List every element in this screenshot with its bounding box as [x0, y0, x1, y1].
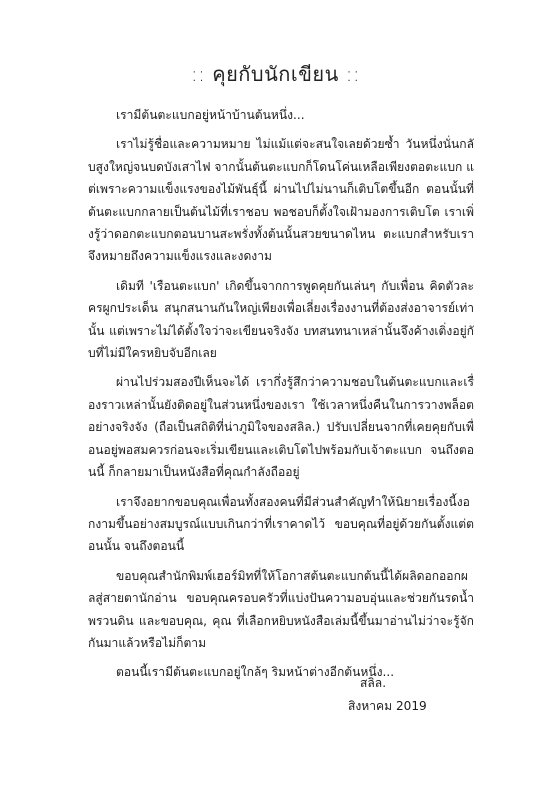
signature-block — [320, 672, 470, 718]
signature-date: สิงหาคม 2019 — [348, 699, 427, 713]
paragraph: เรามีต้นตะแบกอยู่หน้าบ้านต้นหนึ่ง... — [116, 108, 305, 122]
paragraph: ขอบคุณสำนักพิมพ์เฮอร์มิทที่ให้โอกาสต้นตะแบกต้นนี้ได้ผลิดอกออกผลสู่สายตานักอ่าน ขอบคุณครอบครัวที่แบ่งปันความอบอุ่นและช่วยกันรดน้ำพรวนดิน และขอบคุณ, คุณ ที่เลือกหยิบหนังสือเล่มนี้ขึ้นมาอ่านไม่ว่าจะรู้จักกันมาแล้วหรือไม่ก็ตาม — [88, 568, 474, 650]
paragraph: เราจึงอยากขอบคุณเพื่อนทั้งสองคนที่มีส่วนสำคัญทำให้นิยายเรื่องนี้งอกงามขึ้นอย่างสมบูรณ์แบบเกินกว่าที่เราคาดไว้ ขอบคุณที่อยู่ด้วยกันตั้งแต่ตอนนั้น จนถึงตอนนี้ — [88, 494, 474, 554]
paragraph: ตอนนี้เรามีต้นตะแบกอยู่ใกล้ๆ ริมหน้าต่างอีกต้นหนึ่ง... — [116, 665, 395, 680]
letter-body — [88, 104, 474, 691]
paragraph: ผ่านไปร่วมสองปีเห็นจะได้ เรากึ่งรู้สึกว่าความชอบในต้นตะแบกและเรื่องราวเหล่านั้นยังติดอยู่ในส่วนหนึ่งของเรา ใช้เวลาหนึ่งคืนในการวางพล็อตอย่างจริงจัง (ถือเป็นสถิติที่น่าภูมิใจของสลิล.) ปรับเปลี่ยนจากที่เคยคุยกับเพื่อนอยู่พอสมควรก่อนจะเริ่มเขียนและเติบโตไปพร้อมกับเจ้าตะแบก จนถึงตอนนี้ ก็กลายมาเป็นหนังสือที่คุณกำลังถืออยู่ — [88, 375, 474, 480]
paragraph: เดิมที 'เรือนตะแบก' เกิดขึ้นจากการพูดคุยกันเล่นๆ กับเพื่อน คิดตัวละครผูกประเด็น สนุกสนานกันใหญ่เพียงเพื่อเลี่ยงเรื่องงานที่ต้องส่งอาจารย์เท่านั้น แต่เพราะไม่ได้ตั้งใจว่าจะเขียนจริงจัง บทสนทนาเหล่านั้นจึงค้างเติ่งอยู่กับที่ไม่มีใครหยิบจับอีกเลย — [88, 278, 474, 361]
page-title: :: คุยกับนักเขียน :: — [190, 62, 361, 86]
author-name: สลิล. — [360, 676, 387, 690]
paragraph: เราไม่รู้ชื่อและความหมาย ไม่แม้แต่จะสนใจเลยด้วยซ้ำ วันหนึ่งนั่นกลับสูงใหญ่จนบดบังเสาไฟ จากนั้นต้นตะแบกก็โดนโค่นเหลือเพียงตอตะแบก แต่เพราะความแข็งแรงของไม้พันธุ์นี้ ผ่านไปไม่นานก็เติบโตขึ้นอีก ตอนนั้นที่ต้นตะแบกกลายเป็นต้นไม้ที่เราชอบ พอชอบก็ตั้งใจเฝ้ามองการเติบโต เราเพิ่งรู้ว่าดอกตะแบกตอนบานสะพรั่งทั้งต้นนั้นสวยขนาดไหน ตะแบกสำหรับเราจึงหมายถึงความแข็งแรงและงดงาม — [88, 137, 474, 264]
